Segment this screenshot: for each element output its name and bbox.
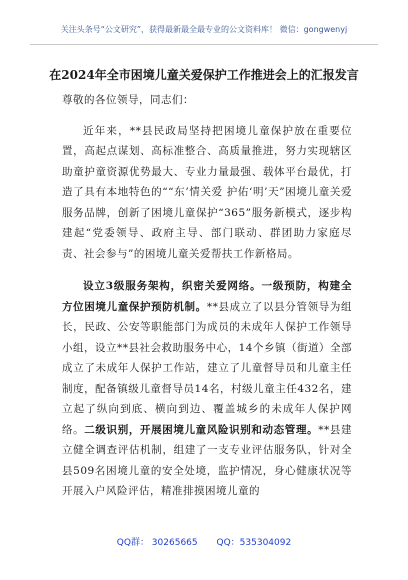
paragraph-lead-heading: 设立3级服务架构，织密关爱网络。一级预防，构建全方位困境儿童保护预防机制。 xyxy=(62,280,352,313)
header-divider xyxy=(30,44,378,45)
paragraph-intro: 近年来，**县民政局坚持把困境儿童保护放在重要位置，高起点谋划、高标准整合、高质量推进，努力实现辖区助童护童资源优势最大、专业力量最强、载体平台最优，打造了具有本地特色的““东’情关爱 护佑‘明’天”困境儿童关爱服务品牌，创新了困境儿童保护“365”服务新模式，逐步构建起“党委领导、政府主导、部门联动、群团助力家庭尽责、社会参与”的困境儿童关爱帮扶工作新格局。 xyxy=(62,124,352,260)
document-title: 在2024年全市困境儿童关爱保护工作推进会上的汇报发言 xyxy=(49,68,359,82)
paragraph-body-text-2: **县建立健全调查评估机制，组建了一支专业评估服务队，针对全县509名困境儿童的安全处境，监护情况，身心健康状况等开展入户风险评估，精准排摸困境儿童的 xyxy=(62,423,353,497)
paragraph-lead-heading-2: 二级识别，开展困境儿童风险识别和动态管理。 xyxy=(84,423,319,436)
footer-qq-number: QQ：535304092 xyxy=(216,538,292,548)
document-body xyxy=(62,90,352,502)
greeting: 尊敬的各位领导，同志们： xyxy=(62,94,194,106)
footer-qq-group: QQ群： 30265665 xyxy=(116,538,198,548)
page-footer xyxy=(0,535,408,548)
paragraph-body-text: **县成立了以县分管领导为组长，民政、公安等职能部门为成员的未成年人保护工作领导小组，设立**县社会救助服务中心，14个乡镇（街道）全部成立了未成年人保护工作站，建立了儿童督导员和儿童主任制度，配备镇级儿童督导员14名，村级儿童主任432名，建立起了纵向到底、横向到边、覆盖城乡的未成年人保护网络。 xyxy=(62,300,353,436)
paragraph-service-structure xyxy=(62,276,352,502)
page-header-notice: 关注头条号“公文研究”，获得最新最全最专业的公文资料库！ 微信：gongwenyj xyxy=(60,25,348,34)
